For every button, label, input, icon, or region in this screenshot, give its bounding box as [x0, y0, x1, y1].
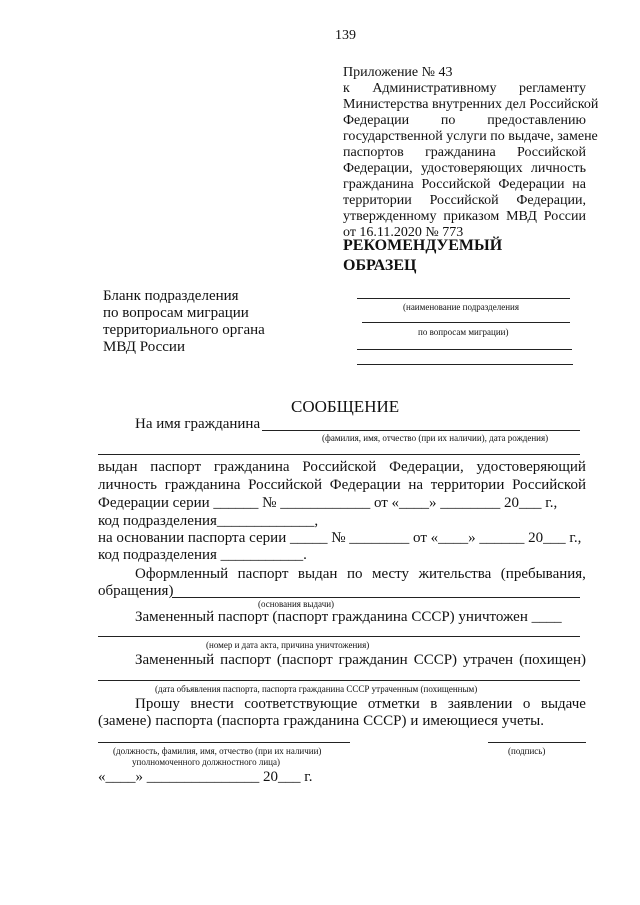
- page-number: 139: [335, 28, 356, 43]
- basis-code-line: код подразделения ___________.: [98, 547, 307, 563]
- appendix-line: государственной услуги по выдаче, замене: [343, 129, 598, 144]
- appendix-line: утвержденному приказом МВД России: [343, 209, 586, 224]
- blank-line: территориального органа: [103, 322, 265, 338]
- place-line-2: обращения): [98, 583, 174, 599]
- issuance-basis-line[interactable]: [172, 597, 580, 598]
- appendix-line: к Административному регламенту: [343, 81, 586, 96]
- address-line-2[interactable]: [357, 364, 573, 365]
- citizen-label: На имя гражданина: [135, 416, 261, 432]
- issued-line: выдан паспорт гражданина Российской Федерации, удостоверяющий: [98, 459, 586, 475]
- caption-subdivision: (наименование подразделения: [403, 302, 519, 312]
- appendix-title: Приложение № 43: [343, 65, 453, 80]
- signature-date: «____» _______________ 20___ г.: [98, 769, 313, 785]
- caption-lost: (дата объявления паспорта, паспорта гражданина СССР утраченным (похищенным): [155, 684, 478, 694]
- caption-official: (должность, фамилия, имя, отчество (при их наличии): [113, 746, 322, 756]
- destroy-act-line[interactable]: [98, 636, 580, 637]
- destroyed-text: Замененный паспорт (паспорт гражданина СССР) уничтожен ____: [135, 609, 562, 625]
- caption-destroyed: (номер и дата акта, причина уничтожения): [206, 640, 370, 650]
- appendix-line: гражданина Российской Федерации на: [343, 177, 586, 192]
- doc-title: СООБЩЕНИЕ: [291, 397, 400, 416]
- caption-basis: (основания выдачи): [258, 599, 335, 609]
- blank-line: по вопросам миграции: [103, 305, 249, 321]
- basis-passport-line: на основании паспорта серии _____ № ________ от «____» ______ 20___ г.,: [98, 530, 582, 546]
- appendix-line: от 16.11.2020 № 773: [343, 225, 464, 240]
- blank-line: МВД России: [103, 339, 185, 355]
- appendix-line: Министерства внутренних дел Российской: [343, 97, 599, 112]
- lost-text: Замененный паспорт (паспорт гражданин СССР) утрачен (похищен): [135, 652, 586, 668]
- request-line: Прошу внести соответствующие отметки в заявлении о выдаче: [135, 696, 586, 712]
- subdivision-name-line-2[interactable]: [362, 322, 570, 323]
- appendix-line: Федерации по предоставлению: [343, 113, 586, 128]
- address-line-1[interactable]: [357, 349, 572, 350]
- appendix-line: Федерации, удостоверяющих личность: [343, 161, 586, 176]
- sample-mark-line1: РЕКОМЕНДУЕМЫЙ: [343, 237, 503, 254]
- caption-fio: (фамилия, имя, отчество (при их наличии), дата рождения): [322, 433, 549, 443]
- place-line: Оформленный паспорт выдан по месту жительства (пребывания,: [135, 566, 586, 582]
- signature-line[interactable]: [488, 742, 586, 743]
- caption-signature: (подпись): [508, 746, 546, 756]
- official-name-line[interactable]: [98, 742, 350, 743]
- issued-series-line: Федерации серии ______ № ____________ от «____» ________ 20___ г.,: [98, 495, 558, 511]
- issued-code-line: код подразделения_____________,: [98, 513, 319, 529]
- subdivision-name-line[interactable]: [357, 298, 570, 299]
- caption-migration: по вопросам миграции): [418, 327, 509, 337]
- appendix-line: паспортов гражданина Российской: [343, 145, 586, 160]
- citizen-name-line[interactable]: [262, 430, 580, 431]
- request-line: (замене) паспорта (паспорта гражданина СССР) и имеющиеся учеты.: [98, 713, 544, 729]
- caption-official-2: уполномоченного должностного лица): [132, 757, 280, 767]
- appendix-line: территории Российской Федерации,: [343, 193, 586, 208]
- blank-line: Бланк подразделения: [103, 288, 239, 304]
- citizen-name-line-2[interactable]: [98, 454, 580, 455]
- issued-line: личность гражданина Российской Федерации на территории Российской: [98, 477, 586, 493]
- sample-mark-line2: ОБРАЗЕЦ: [343, 257, 417, 274]
- lost-date-line[interactable]: [98, 680, 580, 681]
